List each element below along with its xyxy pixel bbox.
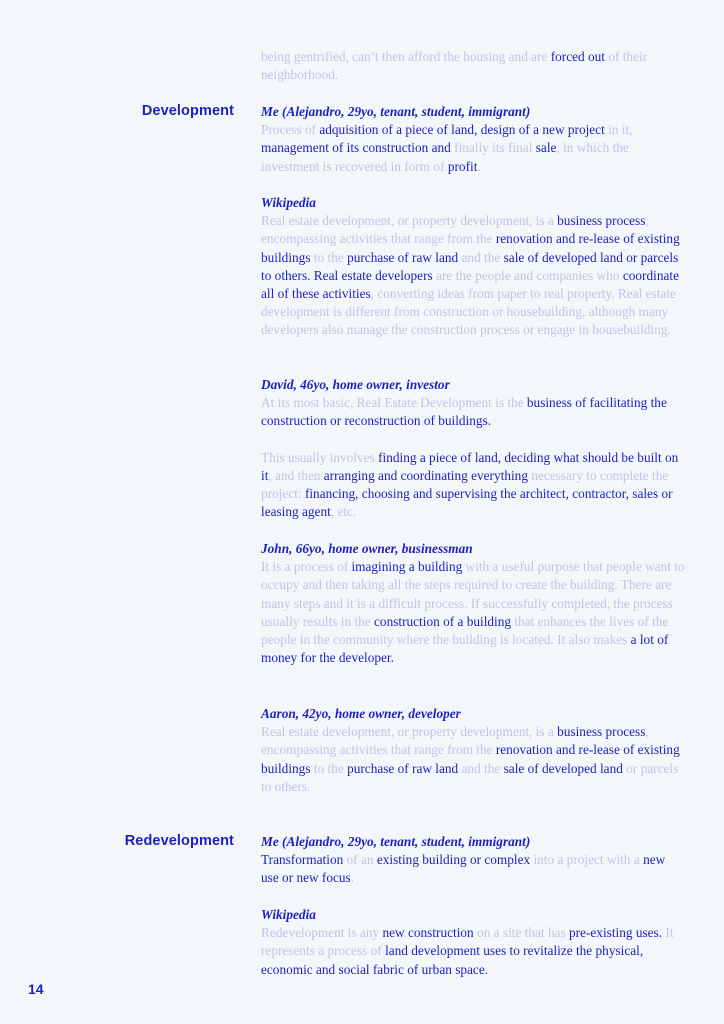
faded-text: , in which the investment is recovered in form of	[261, 140, 629, 174]
faded-text: on a site that has	[473, 925, 569, 941]
entry-author: Wikipedia	[261, 195, 316, 210]
faded-text: , etc.	[330, 504, 357, 520]
intro-text-block	[261, 48, 685, 84]
faded-text: that enhances the lives of the people in the community where the building is located. It also makes	[261, 613, 669, 648]
highlighted-text: arranging and coordinating everything	[323, 467, 528, 483]
definition-entry	[261, 705, 685, 796]
highlighted-text: purchase of raw land	[347, 249, 459, 265]
entry-author: Aaron, 42yo, home owner, developer	[261, 706, 461, 721]
highlighted-text: finding a piece of land, deciding what should be built on it	[261, 449, 679, 483]
definition-paragraph	[261, 723, 685, 796]
highlighted-text: management of its construction and	[261, 140, 451, 156]
entry-author: Me (Alejandro, 29yo, tenant, student, immigrant)	[261, 834, 531, 849]
faded-text: Process of	[261, 122, 320, 138]
intro-paragraph	[261, 48, 685, 84]
faded-text: This usually involves	[261, 449, 379, 465]
highlighted-text: new use or new focus	[261, 852, 666, 886]
faded-text: , converting ideas from paper to real property. Real estate development is different from construction or housebuilding, although many developers also manage the construction process or engage in housebuilding.	[261, 286, 676, 338]
highlighted-text: forced out	[550, 49, 606, 64]
highlighted-text: financing, choosing and supervising the architect, contractor, sales or leasing agent	[261, 486, 673, 520]
faded-text: in it,	[604, 122, 633, 138]
entry-author: Me (Alejandro, 29yo, tenant, student, immigrant)	[261, 104, 531, 119]
highlighted-text: new construction	[382, 925, 474, 941]
definition-paragraph	[261, 558, 685, 667]
highlighted-text: Transformation	[261, 852, 344, 868]
faded-text: .	[350, 870, 355, 886]
faded-text: It is a process of	[261, 559, 352, 575]
highlighted-text: renovation and re-lease of existing buildings	[261, 231, 680, 265]
faded-text: , encompassing activities that range from the	[261, 724, 649, 758]
faded-text: into a project with a	[530, 852, 644, 868]
faded-text: .	[477, 158, 481, 174]
highlighted-text: coordinate all of these activities	[261, 267, 679, 302]
faded-text: At its most basic, Real Estate Development is the	[261, 395, 527, 411]
highlighted-text: business process	[557, 724, 646, 740]
entry-author: David, 46yo, home owner, investor	[261, 377, 450, 392]
definition-entry	[261, 376, 685, 521]
highlighted-text: adquisition of a piece of land, design of a new project	[319, 122, 605, 138]
highlighted-text: business process	[557, 213, 646, 229]
faded-text: Redevelopment is any	[261, 925, 383, 941]
faded-text: to the	[310, 249, 348, 265]
highlighted-text: imagining a building	[351, 559, 463, 575]
highlighted-text: construction of a building	[374, 613, 512, 629]
faded-text: or parcels to others.	[261, 760, 679, 794]
definition-entry	[261, 103, 685, 176]
highlighted-text: purchase of raw land	[347, 760, 459, 776]
highlighted-text: sale of developed land or parcels to others. Real estate developers	[261, 249, 679, 283]
faded-text: of an	[343, 852, 377, 868]
highlighted-text: existing building or complex	[376, 852, 531, 868]
definition-entry	[261, 833, 685, 888]
highlighted-text: a lot of money for the developer.	[261, 632, 669, 666]
section-label-development: Development	[141, 103, 234, 119]
page-number: 14	[28, 981, 44, 997]
definition-entry	[261, 906, 685, 979]
highlighted-text: pre-existing uses.	[569, 925, 663, 941]
definition-paragraph	[261, 121, 685, 176]
faded-text: necessary to complete the project:	[261, 467, 669, 502]
faded-text: and the	[458, 760, 504, 776]
faded-text: Real estate development, or property development, is a	[261, 213, 558, 229]
faded-text: It represents a process of	[261, 925, 674, 959]
faded-text: and the	[458, 249, 504, 265]
section-label-redevelopment: Redevelopment	[124, 833, 234, 849]
highlighted-text: profit	[447, 158, 478, 174]
definition-paragraph	[261, 851, 685, 887]
highlighted-text: business of facilitating the construction or reconstruction of buildings.	[261, 395, 667, 429]
faded-text: , and then	[268, 467, 324, 483]
faded-text: of their neighborhood.	[261, 49, 648, 83]
definition-entry	[261, 540, 685, 667]
faded-text: being gentrified, can’t then afford the housing and are	[261, 49, 551, 64]
faded-text: , encompassing activities that range from the	[261, 213, 649, 247]
definition-paragraph	[261, 924, 685, 979]
definition-paragraph	[261, 449, 685, 522]
definition-entry	[261, 194, 685, 340]
highlighted-text: land development uses to revitalize the physical, economic and social fabric of urban space.	[261, 943, 644, 977]
highlighted-text: sale	[535, 140, 557, 156]
highlighted-text: sale of developed land	[503, 760, 623, 776]
entry-author: John, 66yo, home owner, businessman	[261, 541, 473, 556]
faded-text: are the people and companies who	[432, 267, 623, 283]
definition-paragraph	[261, 394, 685, 430]
highlighted-text: renovation and re-lease of existing buildings	[261, 742, 680, 776]
entry-author: Wikipedia	[261, 907, 316, 922]
faded-text: to the	[310, 760, 348, 776]
faded-text: with a useful purpose that people want to occupy and then taking all the steps required to create the building. There are many steps and it is a difficult process. If successfully completed, the process usually results in the	[261, 559, 685, 629]
definition-paragraph	[261, 212, 685, 339]
faded-text: finally its final	[450, 140, 536, 156]
faded-text: Real estate development, or property development, is a	[261, 724, 558, 740]
